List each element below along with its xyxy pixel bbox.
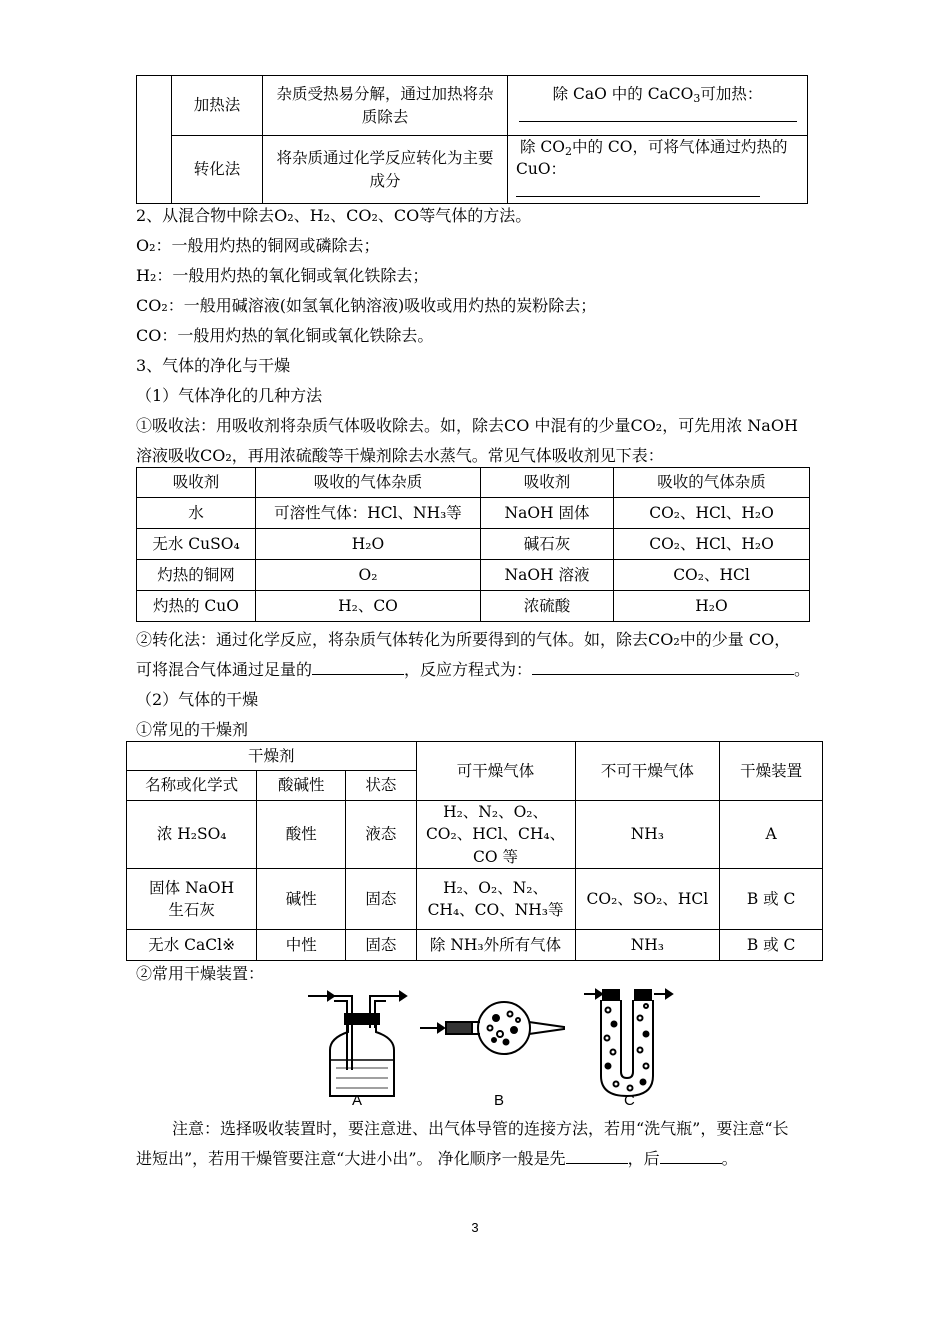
table-cell: 浓 H₂SO₄ <box>127 801 257 869</box>
header-desiccant: 干燥剂 <box>127 742 417 771</box>
example-heating: 除 CaO 中的 CaCO$_3$可加热： <box>508 76 808 136</box>
table-cell: 除 NH₃外所有气体 <box>416 930 575 961</box>
table-cell: 液态 <box>346 801 416 869</box>
table-cell: 可溶性气体：HCl、NH₃等 <box>256 498 481 529</box>
top-method-table <box>136 75 808 204</box>
table-cell: NaOH 溶液 <box>481 560 614 591</box>
table-cell: 无水 CuSO₄ <box>137 529 256 560</box>
table-cell: NH₃ <box>575 801 720 869</box>
table-cell: CO₂、HCl、H₂O <box>614 529 810 560</box>
header-impurity: 吸收的气体杂质 <box>256 468 481 498</box>
purification-subheading: （1）气体净化的几种方法 <box>136 386 323 405</box>
table-row <box>127 801 823 869</box>
drying-bulb-illustration <box>420 1002 564 1054</box>
header-cannot-dry: 不可干燥气体 <box>575 742 720 801</box>
section2-line-h2: H₂：一般用灼热的氧化铜或氧化铁除去； <box>136 266 429 285</box>
principle-heating: 杂质受热易分解，通过加热将杂质除去 <box>263 76 508 136</box>
table-cell: CO₂、SO₂、HCl <box>575 869 720 930</box>
table-cell: CO₂、HCl <box>614 560 810 591</box>
table-cell: H₂、N₂、O₂、CO₂、HCl、CH₄、CO 等 <box>416 801 575 869</box>
drying-subheading: （2）气体的干燥 <box>136 690 259 709</box>
answer-blank[interactable] <box>660 1149 722 1164</box>
section2-line-co2: CO₂：一般用碱溶液(如氢氧化钠溶液)吸收或用灼热的炭粉除去； <box>136 296 597 315</box>
table-cell: 灼热的 CuO <box>137 591 256 622</box>
wash-bottle-illustration <box>308 992 406 1096</box>
table-cell: 水 <box>137 498 256 529</box>
table-cell: B 或 C <box>720 869 823 930</box>
table-cell: 灼热的铜网 <box>137 560 256 591</box>
header-acidity: 酸碱性 <box>257 771 346 801</box>
desiccant-table <box>126 741 823 961</box>
table-cell: CO₂、HCl、H₂O <box>614 498 810 529</box>
header-state: 状态 <box>346 771 416 801</box>
device-label-c: C <box>624 1092 635 1109</box>
section2-heading: 2、从混合物中除去O₂、H₂、CO₂、CO等气体的方法。 <box>136 206 532 225</box>
header-absorbent: 吸收剂 <box>137 468 256 498</box>
absorb-paragraph-1: ①吸收法：用吸收剂将杂质气体吸收除去。如，除去CO 中混有的少量CO₂，可先用浓 NaOH <box>136 416 798 435</box>
table-cell: H₂、CO <box>256 591 481 622</box>
convert-paragraph-1: ②转化法：通过化学反应，将杂质气体转化为所要得到的气体。如，除去CO₂中的少量 CO， <box>136 630 791 649</box>
section2-line-o2: O₂：一般用灼热的铜网或磷除去； <box>136 236 380 255</box>
desiccant-heading: ①常见的干燥剂 <box>136 720 249 739</box>
answer-blank[interactable] <box>532 660 794 675</box>
table-row <box>137 591 810 622</box>
table-cell: H₂、O₂、N₂、CH₄、CO、NH₃等 <box>416 869 575 930</box>
table-cell: 碱性 <box>257 869 346 930</box>
table-cell: NH₃ <box>575 930 720 961</box>
table-row <box>127 869 823 930</box>
header-name: 名称或化学式 <box>127 771 257 801</box>
table-cell: H₂O <box>614 591 810 622</box>
section2-line-co: CO：一般用灼热的氧化铜或氧化铁除去。 <box>136 326 434 345</box>
absorb-paragraph-2: 溶液吸收CO₂，再用浓硫酸等干燥剂除去水蒸气。常见气体吸收剂见下表： <box>136 446 664 465</box>
table-row <box>137 529 810 560</box>
table-cell: 固体 NaOH 生石灰 <box>127 869 257 930</box>
table-row <box>127 930 823 961</box>
note-paragraph-2: 进短出”，若用干燥管要注意“大进小出”。 净化顺序一般是先 ，后 。 <box>136 1149 738 1168</box>
table-cell: O₂ <box>256 560 481 591</box>
method-heating: 加热法 <box>172 76 263 136</box>
note-paragraph-1: 注意：选择吸收装置时，要注意进、出气体导管的连接方法，若用“洗气瓶”，要注意“长 <box>172 1119 789 1138</box>
section3-heading: 3、气体的净化与干燥 <box>136 356 291 375</box>
method-conversion: 转化法 <box>172 136 263 204</box>
table-left-gutter <box>137 76 172 204</box>
table-cell: H₂O <box>256 529 481 560</box>
device-heading: ②常用干燥装置： <box>136 964 265 983</box>
principle-conversion: 将杂质通过化学反应转化为主要成分 <box>263 136 508 204</box>
table-cell: 中性 <box>257 930 346 961</box>
header-absorbent: 吸收剂 <box>481 468 614 498</box>
table-cell: 酸性 <box>257 801 346 869</box>
header-can-dry: 可干燥气体 <box>416 742 575 801</box>
answer-blank[interactable] <box>566 1149 628 1164</box>
page-number: 3 <box>471 1220 479 1235</box>
device-label-b: B <box>494 1092 505 1109</box>
table-cell: 无水 CaCl※ <box>127 930 257 961</box>
table-cell: 固态 <box>346 869 416 930</box>
example-conversion: 除 $CO_2$中的 CO，可将气体通过灼热的 CuO： <box>508 136 808 204</box>
table-row <box>137 498 810 529</box>
table-cell: 固态 <box>346 930 416 961</box>
header-device: 干燥装置 <box>720 742 823 801</box>
absorbent-table <box>136 467 810 622</box>
table-cell: 浓硫酸 <box>481 591 614 622</box>
table-cell: NaOH 固体 <box>481 498 614 529</box>
device-label-a: A <box>352 1092 363 1109</box>
table-cell: A <box>720 801 823 869</box>
table-cell: B 或 C <box>720 930 823 961</box>
answer-blank[interactable] <box>516 182 760 197</box>
table-row <box>137 560 810 591</box>
header-impurity: 吸收的气体杂质 <box>614 468 810 498</box>
table-cell: 碱石灰 <box>481 529 614 560</box>
u-tube-illustration <box>584 990 672 1096</box>
convert-paragraph-2: 可将混合气体通过足量的 ，反应方程式为： 。 <box>136 660 811 679</box>
answer-blank[interactable] <box>312 660 404 675</box>
answer-blank[interactable] <box>519 107 797 122</box>
